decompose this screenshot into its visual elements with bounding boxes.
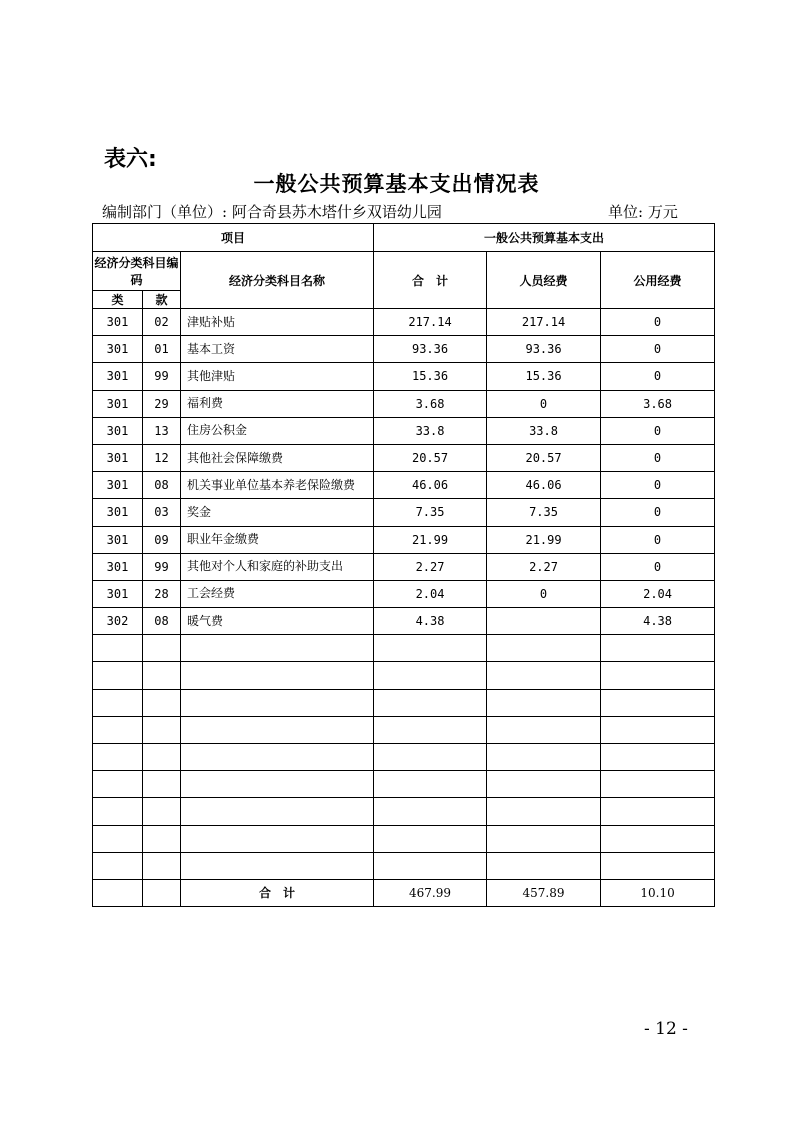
cell-subclass [143, 662, 181, 689]
cell-total [374, 852, 487, 879]
cell-subclass: 09 [143, 526, 181, 553]
cell-subclass [143, 825, 181, 852]
cell-subclass [143, 798, 181, 825]
header-name: 经济分类科目名称 [181, 252, 374, 309]
table-row [93, 852, 715, 879]
cell-subclass [143, 771, 181, 798]
cell-personnel [487, 744, 601, 771]
cell-class [93, 716, 143, 743]
cell-subclass: 01 [143, 336, 181, 363]
cell-personnel [487, 825, 601, 852]
cell-public: 0 [601, 417, 715, 444]
cell-name [181, 716, 374, 743]
cell-name: 工会经费 [181, 580, 374, 607]
table-row [93, 553, 715, 580]
cell-personnel: 15.36 [487, 363, 601, 390]
cell-subclass: 08 [143, 472, 181, 499]
cell-public: 3.68 [601, 390, 715, 417]
cell-personnel: 93.36 [487, 336, 601, 363]
cell-subclass: 99 [143, 553, 181, 580]
cell-name [181, 798, 374, 825]
cell-class [93, 689, 143, 716]
cell-name: 奖金 [181, 499, 374, 526]
header-item: 项目 [93, 224, 374, 252]
cell-total [374, 798, 487, 825]
cell-subclass [143, 852, 181, 879]
table-row [93, 825, 715, 852]
cell-total: 2.27 [374, 553, 487, 580]
cell-total: 217.14 [374, 309, 487, 336]
table-row [93, 363, 715, 390]
total-label: 合 计 [181, 879, 374, 906]
cell-class: 301 [93, 444, 143, 471]
cell-name: 机关事业单位基本养老保险缴费 [181, 472, 374, 499]
header-budget-group: 一般公共预算基本支出 [374, 224, 715, 252]
cell-public: 0 [601, 363, 715, 390]
cell-subclass: 13 [143, 417, 181, 444]
cell-name: 其他对个人和家庭的补助支出 [181, 553, 374, 580]
cell-name [181, 635, 374, 662]
cell-class: 301 [93, 363, 143, 390]
cell-class [93, 771, 143, 798]
cell-personnel [487, 716, 601, 743]
cell-name: 其他津贴 [181, 363, 374, 390]
cell-total: 33.8 [374, 417, 487, 444]
cell-subclass: 12 [143, 444, 181, 471]
table-row [93, 716, 715, 743]
cell-personnel [487, 635, 601, 662]
cell-name [181, 771, 374, 798]
cell-name [181, 825, 374, 852]
cell-public [601, 825, 715, 852]
table-row [93, 472, 715, 499]
cell-name [181, 662, 374, 689]
cell-personnel [487, 852, 601, 879]
cell-total [374, 771, 487, 798]
cell-subclass [143, 635, 181, 662]
cell-public [601, 852, 715, 879]
cell-public [601, 798, 715, 825]
cell-class: 301 [93, 580, 143, 607]
cell-personnel: 20.57 [487, 444, 601, 471]
cell-total: 15.36 [374, 363, 487, 390]
department-label: 编制部门（单位）: 阿合奇县苏木塔什乡双语幼儿园 [102, 203, 442, 221]
table-row [93, 499, 715, 526]
cell-class: 301 [93, 526, 143, 553]
cell-name: 住房公积金 [181, 417, 374, 444]
total-cell-empty [93, 879, 143, 906]
cell-total: 2.04 [374, 580, 487, 607]
cell-class [93, 662, 143, 689]
cell-total [374, 635, 487, 662]
cell-total: 7.35 [374, 499, 487, 526]
table-row [93, 635, 715, 662]
cell-personnel: 217.14 [487, 309, 601, 336]
cell-public: 0 [601, 336, 715, 363]
header-total: 合 计 [374, 252, 487, 309]
cell-class [93, 852, 143, 879]
cell-personnel: 2.27 [487, 553, 601, 580]
cell-total [374, 744, 487, 771]
cell-name: 暖气费 [181, 608, 374, 635]
cell-subclass: 03 [143, 499, 181, 526]
cell-personnel: 0 [487, 390, 601, 417]
cell-public: 0 [601, 309, 715, 336]
cell-subclass: 08 [143, 608, 181, 635]
cell-name: 津贴补贴 [181, 309, 374, 336]
header-personnel: 人员经费 [487, 252, 601, 309]
cell-total: 4.38 [374, 608, 487, 635]
cell-name: 职业年金缴费 [181, 526, 374, 553]
cell-subclass: 99 [143, 363, 181, 390]
cell-class: 301 [93, 472, 143, 499]
table-row [93, 417, 715, 444]
cell-total [374, 716, 487, 743]
table-row [93, 580, 715, 607]
cell-subclass [143, 689, 181, 716]
table-row [93, 662, 715, 689]
table-tag: 表六: [104, 147, 157, 172]
cell-class: 301 [93, 390, 143, 417]
cell-personnel: 46.06 [487, 472, 601, 499]
cell-public [601, 744, 715, 771]
cell-class: 301 [93, 309, 143, 336]
cell-class: 301 [93, 336, 143, 363]
cell-public: 0 [601, 472, 715, 499]
cell-subclass [143, 744, 181, 771]
cell-class [93, 825, 143, 852]
table-row [93, 309, 715, 336]
cell-class [93, 744, 143, 771]
cell-subclass: 29 [143, 390, 181, 417]
cell-personnel [487, 662, 601, 689]
cell-personnel: 7.35 [487, 499, 601, 526]
cell-public [601, 662, 715, 689]
header-subclass: 款 [143, 291, 181, 309]
header-code: 经济分类科目编码 [93, 252, 181, 291]
cell-personnel: 21.99 [487, 526, 601, 553]
cell-subclass [143, 716, 181, 743]
cell-public: 0 [601, 526, 715, 553]
cell-total: 21.99 [374, 526, 487, 553]
table-row [93, 771, 715, 798]
cell-total [374, 689, 487, 716]
cell-public [601, 771, 715, 798]
cell-personnel [487, 689, 601, 716]
cell-subclass: 28 [143, 580, 181, 607]
cell-class [93, 635, 143, 662]
cell-name [181, 852, 374, 879]
total-row [93, 879, 715, 906]
table-row [93, 608, 715, 635]
header-public: 公用经费 [601, 252, 715, 309]
table-row [93, 798, 715, 825]
cell-subclass: 02 [143, 309, 181, 336]
budget-table [92, 223, 715, 907]
table-row [93, 390, 715, 417]
page-number: - 12 - [644, 1019, 688, 1039]
cell-total: 3.68 [374, 390, 487, 417]
cell-public [601, 635, 715, 662]
cell-public: 0 [601, 499, 715, 526]
header-class: 类 [93, 291, 143, 309]
total-public: 10.10 [601, 879, 715, 906]
cell-public [601, 689, 715, 716]
page-title: 一般公共预算基本支出情况表 [253, 172, 540, 196]
cell-name: 其他社会保障缴费 [181, 444, 374, 471]
cell-personnel [487, 608, 601, 635]
cell-name: 福利费 [181, 390, 374, 417]
cell-public [601, 716, 715, 743]
cell-public: 0 [601, 444, 715, 471]
cell-personnel: 0 [487, 580, 601, 607]
cell-personnel: 33.8 [487, 417, 601, 444]
cell-name [181, 689, 374, 716]
cell-public: 2.04 [601, 580, 715, 607]
table-row [93, 444, 715, 471]
cell-total [374, 825, 487, 852]
cell-total: 20.57 [374, 444, 487, 471]
cell-class: 301 [93, 499, 143, 526]
cell-personnel [487, 798, 601, 825]
cell-class: 301 [93, 417, 143, 444]
unit-label: 单位: 万元 [608, 203, 678, 221]
table-row [93, 526, 715, 553]
cell-personnel [487, 771, 601, 798]
table-row [93, 336, 715, 363]
cell-class [93, 798, 143, 825]
cell-total [374, 662, 487, 689]
total-cell-empty [143, 879, 181, 906]
total-sum: 467.99 [374, 879, 487, 906]
cell-name [181, 744, 374, 771]
total-personnel: 457.89 [487, 879, 601, 906]
cell-total: 93.36 [374, 336, 487, 363]
cell-name: 基本工资 [181, 336, 374, 363]
cell-class: 301 [93, 553, 143, 580]
cell-public: 4.38 [601, 608, 715, 635]
table-row [93, 744, 715, 771]
cell-public: 0 [601, 553, 715, 580]
cell-class: 302 [93, 608, 143, 635]
cell-total: 46.06 [374, 472, 487, 499]
table-row [93, 689, 715, 716]
